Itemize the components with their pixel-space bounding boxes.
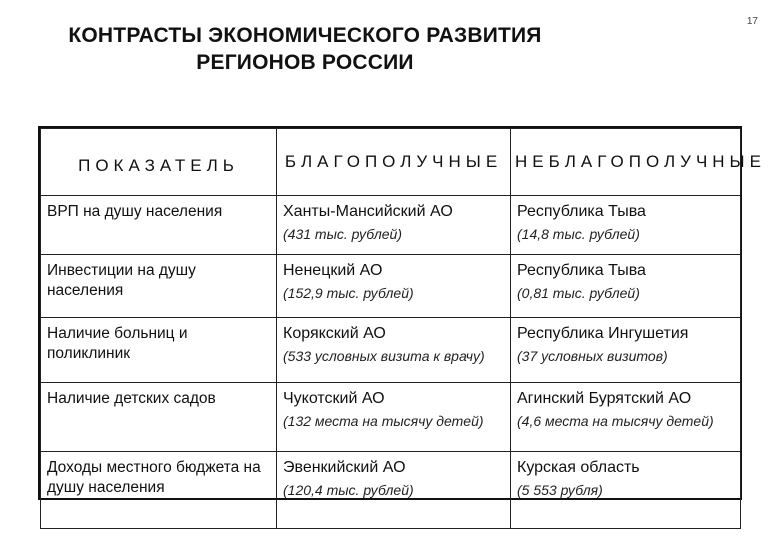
header-bad: НЕБЛАГОПОЛУЧНЫЕ xyxy=(511,129,741,196)
table-row xyxy=(41,255,741,318)
good-value: (120,4 тыс. рублей) xyxy=(283,482,414,498)
table-row xyxy=(41,452,741,529)
bad-value: (37 условных визитов) xyxy=(517,348,668,364)
table-header-row xyxy=(41,129,741,196)
indicator-cell: Наличие больниц и поликлиник xyxy=(41,318,277,383)
page-title xyxy=(0,22,780,76)
good-region: Чукотский АО xyxy=(283,390,385,407)
bad-region: Агинский Бурятский АО xyxy=(517,390,692,407)
page-number: 17 xyxy=(746,16,758,27)
good-value: (152,9 тыс. рублей) xyxy=(283,285,414,301)
good-region: Эвенкийский АО xyxy=(283,459,406,476)
bad-value: (0,81 тыс. рублей) xyxy=(517,285,640,301)
bad-region: Курская область xyxy=(517,459,640,476)
bad-cell xyxy=(511,383,741,452)
title-line-1: КОНТРАСТЫ ЭКОНОМИЧЕСКОГО РАЗВИТИЯ xyxy=(68,24,542,47)
good-value: (132 места на тысячу детей) xyxy=(283,413,484,429)
good-cell xyxy=(277,452,511,529)
bad-value: (5 553 рубля) xyxy=(517,482,603,498)
table-row xyxy=(41,383,741,452)
good-region: Корякский АО xyxy=(283,325,386,342)
bad-region: Республика Ингушетия xyxy=(517,325,689,342)
bad-cell xyxy=(511,255,741,318)
indicator-cell: Инвестиции на душу населения xyxy=(41,255,277,318)
table-row xyxy=(41,196,741,255)
good-cell xyxy=(277,318,511,383)
table-row xyxy=(41,318,741,383)
header-indicator: ПОКАЗАТЕЛЬ xyxy=(41,129,277,196)
bad-value: (14,8 тыс. рублей) xyxy=(517,226,640,242)
good-region: Ненецкий АО xyxy=(283,262,383,279)
indicator-cell: ВРП на душу населения xyxy=(41,196,277,255)
indicator-cell: Наличие детских садов xyxy=(41,383,277,452)
comparison-table xyxy=(38,126,766,500)
good-value: (533 условных визита к врачу) xyxy=(283,348,485,364)
header-good: БЛАГОПОЛУЧНЫЕ xyxy=(277,129,511,196)
bad-cell xyxy=(511,318,741,383)
indicator-cell: Доходы местного бюджета на душу населения xyxy=(41,452,277,529)
good-cell xyxy=(277,196,511,255)
bad-region: Республика Тыва xyxy=(517,203,646,220)
bad-cell xyxy=(511,452,741,529)
title-line-2: РЕГИОНОВ РОССИИ xyxy=(196,51,414,74)
good-value: (431 тыс. рублей) xyxy=(283,226,402,242)
bad-region: Республика Тыва xyxy=(517,262,646,279)
good-cell xyxy=(277,255,511,318)
bad-cell xyxy=(511,196,741,255)
good-region: Ханты-Мансийский АО xyxy=(283,203,453,220)
good-cell xyxy=(277,383,511,452)
bad-value: (4,6 места на тысячу детей) xyxy=(517,413,714,429)
